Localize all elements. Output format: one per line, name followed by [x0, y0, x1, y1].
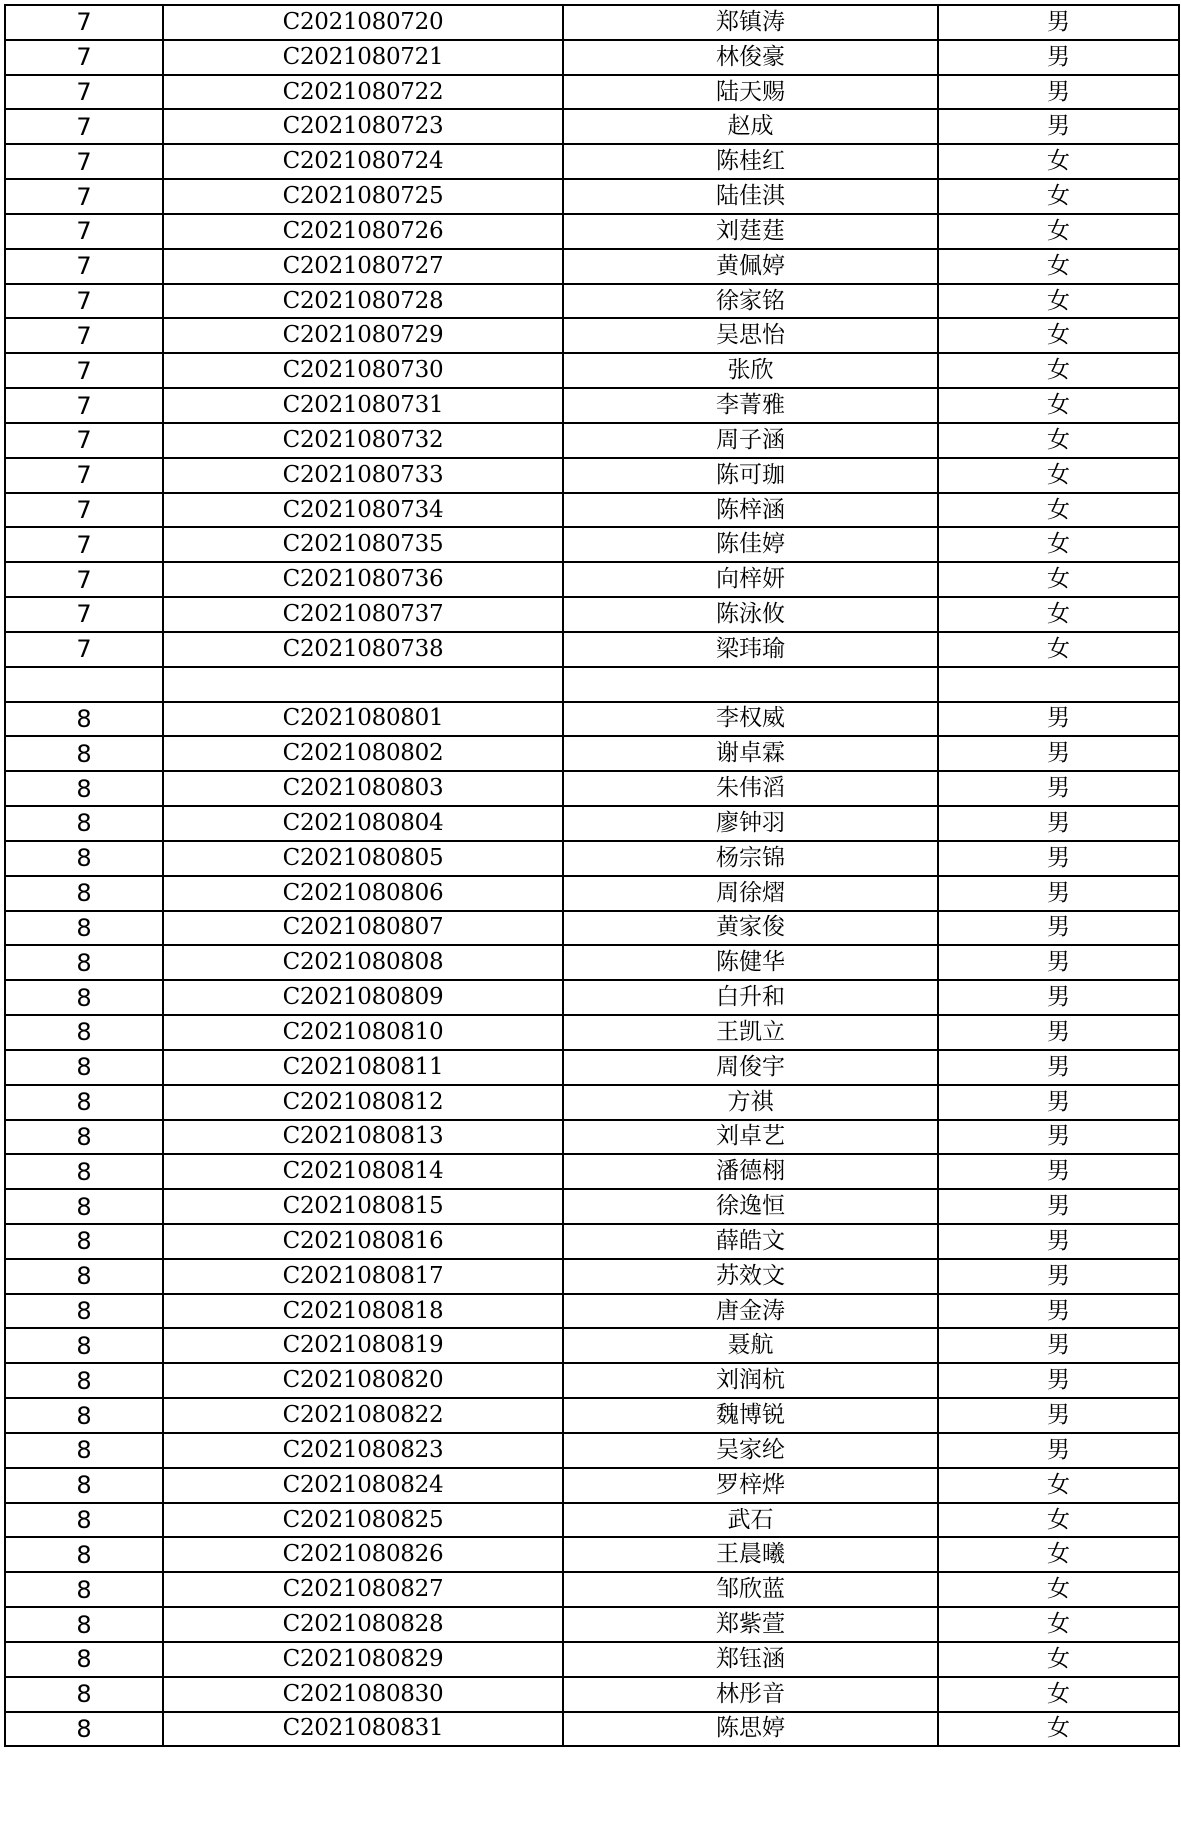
table-row [5, 423, 1179, 458]
gender-cell: 女 [938, 144, 1179, 179]
class-number-cell: 8 [5, 1607, 163, 1642]
table-row [5, 1328, 1179, 1363]
table-row [5, 1677, 1179, 1712]
gender-cell: 男 [938, 5, 1179, 40]
gender-cell: 男 [938, 1398, 1179, 1433]
gender-cell: 男 [938, 1224, 1179, 1259]
student-id-cell: C2021080811 [163, 1050, 563, 1085]
table-row [5, 1607, 1179, 1642]
table-row [5, 702, 1179, 737]
student-name-cell: 刘润杭 [563, 1363, 938, 1398]
table-row [5, 632, 1179, 667]
student-id-cell: C2021080725 [163, 179, 563, 214]
table-row [5, 458, 1179, 493]
gender-cell: 女 [938, 1537, 1179, 1572]
class-number-cell: 7 [5, 493, 163, 528]
student-name-cell: 郑钰涵 [563, 1642, 938, 1677]
class-number-cell: 8 [5, 1572, 163, 1607]
table-row [5, 911, 1179, 946]
gender-cell: 男 [938, 841, 1179, 876]
class-number-cell: 8 [5, 945, 163, 980]
gender-cell: 男 [938, 1154, 1179, 1189]
student-id-cell: C2021080727 [163, 249, 563, 284]
student-id-cell: C2021080720 [163, 5, 563, 40]
table-row [5, 1294, 1179, 1329]
class-number-cell: 8 [5, 1503, 163, 1538]
student-name-cell: 李权威 [563, 702, 938, 737]
student-name-cell: 向梓妍 [563, 562, 938, 597]
class-number-cell: 7 [5, 423, 163, 458]
gender-cell: 男 [938, 736, 1179, 771]
student-name-cell: 刘卓艺 [563, 1120, 938, 1155]
student-id-cell: C2021080812 [163, 1085, 563, 1120]
student-name-cell: 李菁雅 [563, 388, 938, 423]
table-row [5, 353, 1179, 388]
student-name-cell: 林俊豪 [563, 40, 938, 75]
gender-cell: 男 [938, 980, 1179, 1015]
student-name-cell: 吴家纶 [563, 1433, 938, 1468]
student-id-cell: C2021080814 [163, 1154, 563, 1189]
roster-rows [5, 5, 1179, 1746]
gender-cell: 女 [938, 249, 1179, 284]
student-id-cell: C2021080726 [163, 214, 563, 249]
student-id-cell: C2021080802 [163, 736, 563, 771]
student-name-cell: 周俊宇 [563, 1050, 938, 1085]
gender-cell: 女 [938, 562, 1179, 597]
table-row [5, 1712, 1179, 1747]
student-id-cell: C2021080730 [163, 353, 563, 388]
table-row [5, 388, 1179, 423]
student-id-cell: C2021080818 [163, 1294, 563, 1329]
table-row [5, 493, 1179, 528]
student-id-cell: C2021080804 [163, 806, 563, 841]
student-name-cell: 陈佳婷 [563, 527, 938, 562]
class-number-cell: 7 [5, 318, 163, 353]
table-row [5, 1120, 1179, 1155]
table-row [5, 1468, 1179, 1503]
gender-cell: 男 [938, 1120, 1179, 1155]
class-number-cell: 8 [5, 1468, 163, 1503]
class-number-cell: 7 [5, 388, 163, 423]
table-row [5, 736, 1179, 771]
gender-cell: 男 [938, 876, 1179, 911]
class-number-cell: 8 [5, 1537, 163, 1572]
student-id-cell: C2021080803 [163, 771, 563, 806]
class-number-cell: 8 [5, 1712, 163, 1747]
gender-cell: 女 [938, 423, 1179, 458]
gender-cell: 女 [938, 632, 1179, 667]
student-id-cell: C2021080825 [163, 1503, 563, 1538]
student-id-cell: C2021080829 [163, 1642, 563, 1677]
table-row [5, 1259, 1179, 1294]
student-id-cell: C2021080723 [163, 109, 563, 144]
student-id-cell: C2021080728 [163, 284, 563, 319]
gender-cell: 男 [938, 40, 1179, 75]
class-number-cell: 8 [5, 1015, 163, 1050]
student-name-cell: 徐逸恒 [563, 1189, 938, 1224]
student-name-cell: 赵成 [563, 109, 938, 144]
student-id-cell: C2021080722 [163, 75, 563, 110]
student-name-cell: 黄佩婷 [563, 249, 938, 284]
gender-cell: 男 [938, 1259, 1179, 1294]
class-number-cell: 8 [5, 1294, 163, 1329]
student-id-cell: C2021080721 [163, 40, 563, 75]
gender-cell: 男 [938, 1433, 1179, 1468]
gender-cell: 男 [938, 1328, 1179, 1363]
student-id-cell: C2021080831 [163, 1712, 563, 1747]
student-name-cell: 郑镇涛 [563, 5, 938, 40]
class-number-cell: 8 [5, 1363, 163, 1398]
student-id-cell: C2021080828 [163, 1607, 563, 1642]
class-number-cell [5, 667, 163, 702]
student-id-cell: C2021080809 [163, 980, 563, 1015]
student-name-cell [563, 667, 938, 702]
table-row [5, 1503, 1179, 1538]
student-name-cell: 薛皓文 [563, 1224, 938, 1259]
gender-cell: 女 [938, 1712, 1179, 1747]
table-row [5, 841, 1179, 876]
student-name-cell: 梁玮瑜 [563, 632, 938, 667]
student-name-cell: 陈梓涵 [563, 493, 938, 528]
gender-cell: 女 [938, 527, 1179, 562]
gender-cell: 男 [938, 911, 1179, 946]
student-name-cell: 周徐熠 [563, 876, 938, 911]
table-row [5, 527, 1179, 562]
table-row [5, 1050, 1179, 1085]
student-name-cell: 苏效文 [563, 1259, 938, 1294]
student-id-cell: C2021080815 [163, 1189, 563, 1224]
class-number-cell: 7 [5, 214, 163, 249]
class-number-cell: 8 [5, 980, 163, 1015]
gender-cell: 女 [938, 458, 1179, 493]
student-id-cell: C2021080807 [163, 911, 563, 946]
student-name-cell: 朱伟滔 [563, 771, 938, 806]
student-id-cell: C2021080817 [163, 1259, 563, 1294]
class-number-cell: 8 [5, 1433, 163, 1468]
student-name-cell: 张欣 [563, 353, 938, 388]
class-number-cell: 7 [5, 597, 163, 632]
table-row [5, 1015, 1179, 1050]
class-number-cell: 8 [5, 771, 163, 806]
student-id-cell: C2021080820 [163, 1363, 563, 1398]
class-number-cell: 8 [5, 1154, 163, 1189]
student-id-cell: C2021080808 [163, 945, 563, 980]
student-id-cell: C2021080731 [163, 388, 563, 423]
student-id-cell: C2021080734 [163, 493, 563, 528]
class-number-cell: 8 [5, 702, 163, 737]
student-name-cell: 陈思婷 [563, 1712, 938, 1747]
gender-cell: 男 [938, 806, 1179, 841]
table-row [5, 1642, 1179, 1677]
class-number-cell: 8 [5, 736, 163, 771]
table-row [5, 771, 1179, 806]
class-number-cell: 8 [5, 806, 163, 841]
gender-cell: 女 [938, 1607, 1179, 1642]
student-name-cell: 邹欣蓝 [563, 1572, 938, 1607]
student-id-cell: C2021080733 [163, 458, 563, 493]
class-number-cell: 7 [5, 109, 163, 144]
student-name-cell: 唐金涛 [563, 1294, 938, 1329]
class-number-cell: 7 [5, 179, 163, 214]
student-name-cell: 吴思怡 [563, 318, 938, 353]
table-row [5, 980, 1179, 1015]
class-number-cell: 8 [5, 1224, 163, 1259]
student-name-cell: 罗梓烨 [563, 1468, 938, 1503]
student-name-cell: 陈健华 [563, 945, 938, 980]
student-name-cell: 魏博锐 [563, 1398, 938, 1433]
student-id-cell: C2021080819 [163, 1328, 563, 1363]
student-name-cell: 陈桂红 [563, 144, 938, 179]
gender-cell: 女 [938, 179, 1179, 214]
student-id-cell [163, 667, 563, 702]
class-number-cell: 7 [5, 458, 163, 493]
student-name-cell: 陆佳淇 [563, 179, 938, 214]
class-number-cell: 7 [5, 562, 163, 597]
table-row [5, 1398, 1179, 1433]
student-id-cell: C2021080824 [163, 1468, 563, 1503]
student-id-cell: C2021080801 [163, 702, 563, 737]
class-number-cell: 7 [5, 353, 163, 388]
table-row [5, 318, 1179, 353]
class-number-cell: 8 [5, 1677, 163, 1712]
student-name-cell: 武石 [563, 1503, 938, 1538]
student-id-cell: C2021080826 [163, 1537, 563, 1572]
gender-cell: 男 [938, 1294, 1179, 1329]
table-row [5, 597, 1179, 632]
table-row [5, 249, 1179, 284]
student-id-cell: C2021080737 [163, 597, 563, 632]
student-id-cell: C2021080736 [163, 562, 563, 597]
student-name-cell: 王晨曦 [563, 1537, 938, 1572]
student-id-cell: C2021080724 [163, 144, 563, 179]
gender-cell: 女 [938, 388, 1179, 423]
table-row [5, 214, 1179, 249]
table-row [5, 1433, 1179, 1468]
student-name-cell: 陈可珈 [563, 458, 938, 493]
class-number-cell: 8 [5, 911, 163, 946]
student-name-cell: 白升和 [563, 980, 938, 1015]
table-row [5, 667, 1179, 702]
class-number-cell: 7 [5, 249, 163, 284]
student-name-cell: 杨宗锦 [563, 841, 938, 876]
class-number-cell: 7 [5, 144, 163, 179]
student-name-cell: 郑紫萱 [563, 1607, 938, 1642]
gender-cell: 男 [938, 1189, 1179, 1224]
gender-cell: 女 [938, 1677, 1179, 1712]
gender-cell: 男 [938, 771, 1179, 806]
gender-cell: 男 [938, 1050, 1179, 1085]
table-row [5, 1537, 1179, 1572]
student-name-cell: 徐家铭 [563, 284, 938, 319]
student-id-cell: C2021080810 [163, 1015, 563, 1050]
student-name-cell: 王凯立 [563, 1015, 938, 1050]
student-name-cell: 陆天赐 [563, 75, 938, 110]
gender-cell: 男 [938, 1085, 1179, 1120]
student-id-cell: C2021080735 [163, 527, 563, 562]
student-id-cell: C2021080816 [163, 1224, 563, 1259]
student-id-cell: C2021080827 [163, 1572, 563, 1607]
gender-cell [938, 667, 1179, 702]
student-id-cell: C2021080732 [163, 423, 563, 458]
class-number-cell: 8 [5, 1120, 163, 1155]
student-id-cell: C2021080805 [163, 841, 563, 876]
student-name-cell: 廖钟羽 [563, 806, 938, 841]
class-number-cell: 8 [5, 1642, 163, 1677]
table-row [5, 1085, 1179, 1120]
gender-cell: 男 [938, 945, 1179, 980]
table-row [5, 876, 1179, 911]
student-id-cell: C2021080729 [163, 318, 563, 353]
student-name-cell: 潘德栩 [563, 1154, 938, 1189]
gender-cell: 男 [938, 109, 1179, 144]
student-name-cell: 林彤音 [563, 1677, 938, 1712]
gender-cell: 女 [938, 214, 1179, 249]
student-id-cell: C2021080823 [163, 1433, 563, 1468]
gender-cell: 女 [938, 1572, 1179, 1607]
class-number-cell: 8 [5, 1398, 163, 1433]
class-number-cell: 7 [5, 75, 163, 110]
class-number-cell: 8 [5, 1189, 163, 1224]
student-name-cell: 陈泳攸 [563, 597, 938, 632]
table-row [5, 1363, 1179, 1398]
table-row [5, 1224, 1179, 1259]
table-row [5, 806, 1179, 841]
student-name-cell: 刘莛莛 [563, 214, 938, 249]
class-number-cell: 8 [5, 876, 163, 911]
student-id-cell: C2021080813 [163, 1120, 563, 1155]
student-name-cell: 聂航 [563, 1328, 938, 1363]
table-row [5, 40, 1179, 75]
class-number-cell: 8 [5, 1328, 163, 1363]
gender-cell: 女 [938, 493, 1179, 528]
class-number-cell: 8 [5, 841, 163, 876]
student-name-cell: 周子涵 [563, 423, 938, 458]
gender-cell: 女 [938, 318, 1179, 353]
student-name-cell: 谢卓霖 [563, 736, 938, 771]
gender-cell: 男 [938, 702, 1179, 737]
table-row [5, 1189, 1179, 1224]
student-name-cell: 方祺 [563, 1085, 938, 1120]
student-roster-table [4, 4, 1180, 1747]
table-row [5, 562, 1179, 597]
gender-cell: 女 [938, 597, 1179, 632]
table-row [5, 144, 1179, 179]
student-id-cell: C2021080806 [163, 876, 563, 911]
table-row [5, 75, 1179, 110]
table-row [5, 284, 1179, 319]
table-row [5, 5, 1179, 40]
gender-cell: 女 [938, 1503, 1179, 1538]
class-number-cell: 7 [5, 284, 163, 319]
table-row [5, 1154, 1179, 1189]
class-number-cell: 8 [5, 1259, 163, 1294]
class-number-cell: 7 [5, 40, 163, 75]
class-number-cell: 8 [5, 1085, 163, 1120]
table-row [5, 1572, 1179, 1607]
gender-cell: 男 [938, 1015, 1179, 1050]
student-name-cell: 黄家俊 [563, 911, 938, 946]
gender-cell: 女 [938, 1642, 1179, 1677]
class-number-cell: 7 [5, 632, 163, 667]
gender-cell: 女 [938, 1468, 1179, 1503]
class-number-cell: 7 [5, 5, 163, 40]
class-number-cell: 7 [5, 527, 163, 562]
student-id-cell: C2021080738 [163, 632, 563, 667]
table-row [5, 945, 1179, 980]
table-row [5, 109, 1179, 144]
student-id-cell: C2021080822 [163, 1398, 563, 1433]
gender-cell: 男 [938, 1363, 1179, 1398]
table-row [5, 179, 1179, 214]
gender-cell: 男 [938, 75, 1179, 110]
gender-cell: 女 [938, 284, 1179, 319]
student-id-cell: C2021080830 [163, 1677, 563, 1712]
gender-cell: 女 [938, 353, 1179, 388]
class-number-cell: 8 [5, 1050, 163, 1085]
